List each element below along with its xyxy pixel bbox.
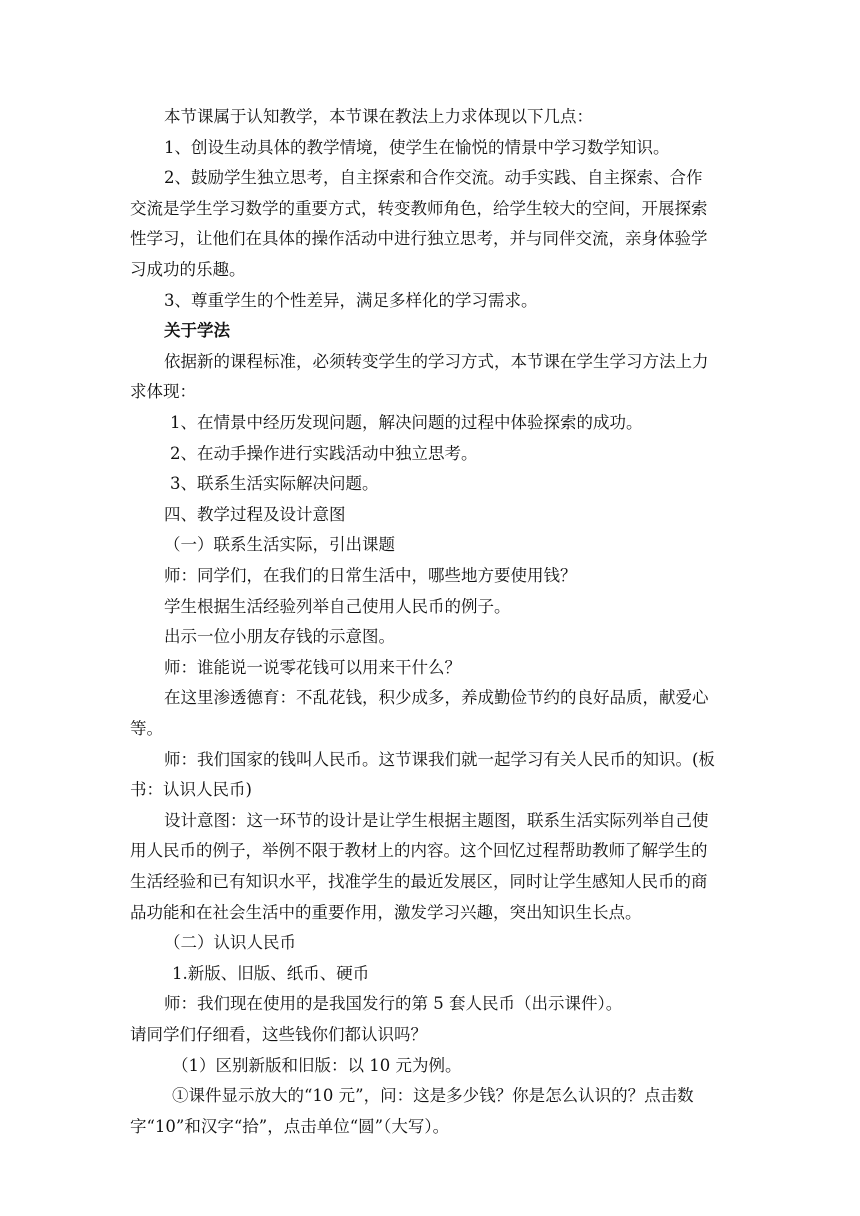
text-line: 3、联系生活实际解决问题。 [170, 474, 379, 494]
subsection-heading: （二）认识人民币 [164, 933, 296, 953]
text-line: 出示一位小朋友存钱的示意图。 [164, 627, 395, 647]
section-heading: 关于学法 [164, 321, 230, 341]
text-line: 学生根据生活经验列举自己使用人民币的例子。 [164, 596, 511, 616]
text-line: 设计意图：这一环节的设计是让学生根据主题图，联系生活实际列举自己使 [164, 810, 709, 830]
text-line: 师：谁能说一说零花钱可以用来干什么？ [164, 657, 461, 677]
text-line: 求体现： [130, 382, 196, 402]
text-line: 1、创设生动具体的教学情境，使学生在愉悦的情景中学习数学知识。 [164, 137, 670, 157]
text-line: 3、尊重学生的个性差异，满足多样化的学习需求。 [164, 290, 538, 310]
text-line: 师：我们国家的钱叫人民币。这节课我们就一起学习有关人民币的知识。(板 [164, 749, 715, 769]
text-line: 师：我们现在使用的是我国发行的第 5 套人民币（出示课件）。 [164, 994, 623, 1014]
text-line: 在这里渗透德育：不乱花钱，积少成多，养成勤俭节约的良好品质，献爱心 [164, 688, 709, 708]
text-line: 品功能和在社会生活中的重要作用，激发学习兴趣，突出知识生长点。 [130, 902, 642, 922]
section-heading: 四、教学过程及设计意图 [164, 504, 346, 524]
text-line: 1.新版、旧版、纸币、硬币 [172, 963, 370, 983]
text-line: 2、鼓励学生独立思考，自主探索和合作交流。动手实践、自主探索、合作 [164, 168, 703, 188]
text-line: 交流是学生学习数学的重要方式，转变教师角色，给学生较大的空间，开展探索 [130, 198, 708, 218]
text-line: 生活经验和已有知识水平，找准学生的最近发展区，同时让学生感知人民币的商 [130, 872, 708, 891]
text-line: 字“10”和汉字“拾”，点击单位“圆”（大写）。 [130, 1116, 450, 1136]
text-line: 1、在情景中经历发现问题，解决问题的过程中体验探索的成功。 [170, 413, 643, 432]
subsection-heading: （一）联系生活实际，引出课题 [164, 535, 395, 555]
text-line: 师：同学们，在我们的日常生活中，哪些地方要使用钱？ [164, 566, 577, 585]
text-line: 等。 [130, 719, 163, 738]
text-line: 请同学们仔细看，这些钱你们都认识吗？ [130, 1025, 427, 1044]
text-line: 用人民币的例子，举例不限于教材上的内容。这个回忆过程帮助教师了解学生的 [130, 841, 708, 861]
text-line: 书：认识人民币) [130, 780, 252, 800]
text-line: 本节课属于认知教学，本节课在教法上力求体现以下几点： [164, 107, 593, 126]
text-line: 习成功的乐趣。 [130, 260, 246, 279]
text-line: （1）区别新版和旧版：以 10 元为例。 [172, 1055, 462, 1075]
text-line: 依据新的课程标准，必须转变学生的学习方式，本节课在学生学习方法上力 [164, 351, 709, 371]
text-line: 2、在动手操作进行实践活动中独立思考。 [170, 443, 478, 463]
text-line: 性学习，让他们在具体的操作活动中进行独立思考，并与同伴交流，亲身体验学 [130, 229, 708, 249]
text-line: ①课件显示放大的“10 元”，问：这是多少钱？你是怎么认识的？点击数 [172, 1086, 694, 1106]
